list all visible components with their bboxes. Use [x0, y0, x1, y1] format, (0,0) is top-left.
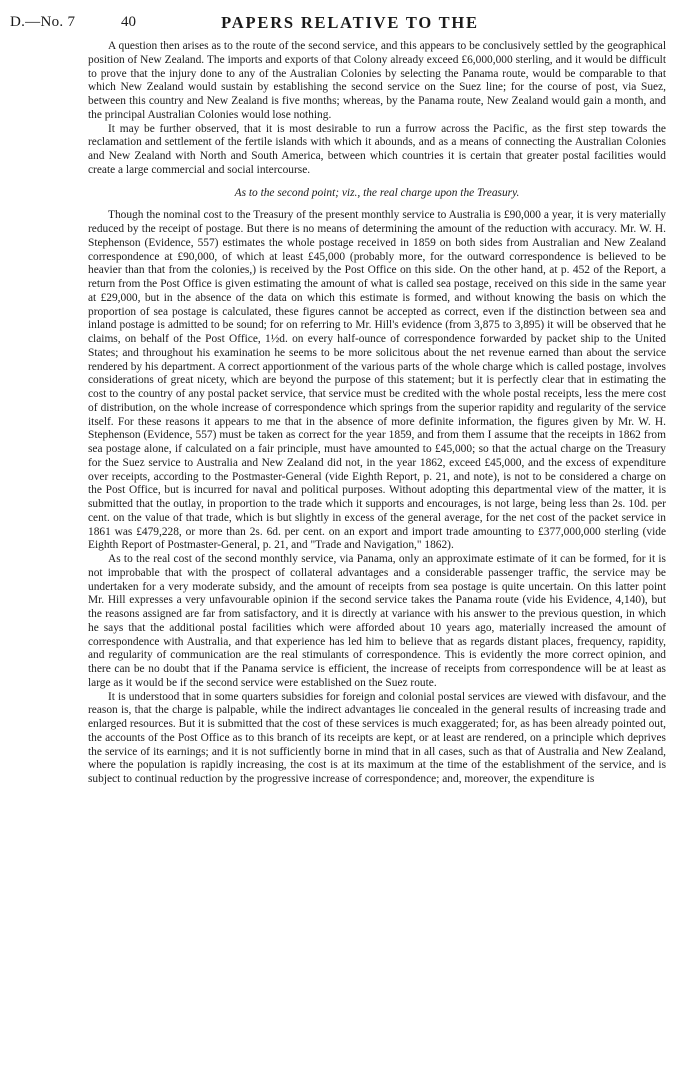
paragraph-subsidies: It is understood that in some quarters subsidies for foreign and colonial postal services are viewed with disfavour, and the reason is, that the charge is palpable, while the indirect advantages lie concealed in the general results of increasing trade and enlarged resources. But it is submitted that the cost of these services is much exaggerated; for, as has been already pointed out, the accounts of the Post Office as to this branch of its receipts are kept, or at least are rendered, on a principle which deprives the service of its earnings; and it is not sufficiently borne in mind that in all cases, such as that of Australia and New Zealand, where the population is rapidly increasing, the cost is at its maximum at the time of the establishment of the service, and is subject to continual reduction by the progressive increase of correspondence; and, moreover, the expenditure is [88, 690, 666, 785]
body-text [88, 40, 666, 787]
paragraph-treasury-cost: Though the nominal cost to the Treasury of the present monthly service to Australia is £90,000 a year, it is very materially reduced by the receipt of postage. But there is no means of determining the amount of the reduction with accuracy. Mr. W. H. Stephenson (Evidence, 557) estimates the whole postage received in 1859 on both sides from Australian and New Zealand correspondence at £90,000, of which at least £45,000 (probably more, for the outward correspondence is believed to be heavier than that from the colonies,) is received by the Post Office on this side. On the other hand, at p. 452 of the Report, a return from the Post Office is given estimating the amount of what is called sea postage, received on this side in the same year at £29,000, but in the absence of the data on which this estimate is formed, and without knowing the basis on which the proportion of sea postage is calculated, these figures cannot be accepted as correct, even if the distinction between sea and inland postage is admitted to be sound; for on referring to Mr. Hill's evidence (from 3,875 to 3,895) it will be observed that he claims, on behalf of the Post Office, 1½d. on every half-ounce of correspondence forwarded by packet ship to the United States; and throughout his examination he seems to be more solicitous about the net revenue earned than about the service rendered by his department. A correct apportionment of the various parts of the whole charge which is called postage, involves considerations of great nicety, which are beyond the purpose of this statement; but it is perfectly clear that in estimating the cost to the country of any postal packet service, that service must be credited with the whole postal receipts, less the mere cost of distribution, on the whole increase of correspondence which springs from the superior rapidity and regularity of the service itself. For these reasons it appears to me that in the absence of more definite information, the figures given by Mr. W. H. Stephenson (Evidence, 557) must be taken as correct for the year 1859, and from them I assume that the receipts in 1862 from sea postage alone, if calculated on a fair principle, must have amounted to £45,000; so that the actual charge on the Treasury for the Suez service to Australia and New Zealand did not, in the year 1862, exceed £45,000, and the excess of expenditure over receipts, according to the Postmaster-General (vide Eighth Report, p. 21, and note), is not to be considered a charge on the Post Office, but is incurred for naval and political purposes. Without adopting this departmental view of the matter, it is submitted that the outlay, in proportion to the trade which it supports and encourages, is not large, being less than 2s. 10d. per cent. on the value of that trade, which is but slightly in excess of the general average, for the net cost of the packet service in 1861 was £479,228, or more than 2s. 6d. per cent. on an export and import trade amounting to £377,000,000 sterling (vide Eighth Report of Postmaster-General, p. 21, and "Trade and Navigation," 1862). [88, 209, 666, 552]
paragraph-pacific-furrow: It may be further observed, that it is most desirable to run a furrow across the Pacific, as the first step towards the reclamation and settlement of the fertile islands with which it abounds, and as a means of connecting the Australian Colonies and New Zealand with North and South America, between which countries it is certain that greater postal facilities would create a large commercial and social intercourse. [88, 122, 666, 176]
section-heading-second-point: As to the second point; viz., the real charge upon the Treasury. [234, 186, 520, 199]
running-title: PAPERS RELATIVE TO THE [221, 13, 479, 32]
document-number: D.—No. 7 [10, 14, 76, 30]
paragraph-route-question: A question then arises as to the route of the second service, and this appears to be conclusively settled by the geographical position of New Zealand. The imports and exports of that Colony already exceed £6,000,000 sterling, and it would be difficult to prove that the injury done to any of the Australian Colonies by selecting the Panama route, would be comparable to that which New Zealand would sustain by establishing the second service on the Suez line; for the course of post, via Suez, between this country and New Zealand is five months; whereas, by the Panama route, New Zealand would gain a month, and the principal Australian Colonies would lose nothing. [88, 40, 666, 121]
paragraph-panama-cost: As to the real cost of the second monthly service, via Panama, only an approximate estimate of it can be formed, for it is not improbable that with the prospect of collateral advantages and a considerable passenger traffic, the service may be undertaken for a very moderate subsidy, and the amount of receipts from sea postage is quite uncertain. On this latter point Mr. Hill expresses a very unfavourable opinion if the second service takes the Panama route (vide his Evidence, 4,140), but the reasons assigned are far from satisfactory, and it is directly at variance with his answer to the previous question, in which he says that the additional postal facilities which were afforded about 10 years ago, materially increased the amount of correspondence with Australia, and that experience has led him to believe that as regards distant places, frequency, rapidity, and regularity of communication are the real stimulants of correspondence. This is evidently the more correct opinion, and there can be no doubt that if the Panama service is efficient, the increase of receipts from correspondence will be at least as large as it would be if the second service were established on the Suez route. [88, 553, 666, 689]
page-number: 40 [121, 14, 136, 30]
